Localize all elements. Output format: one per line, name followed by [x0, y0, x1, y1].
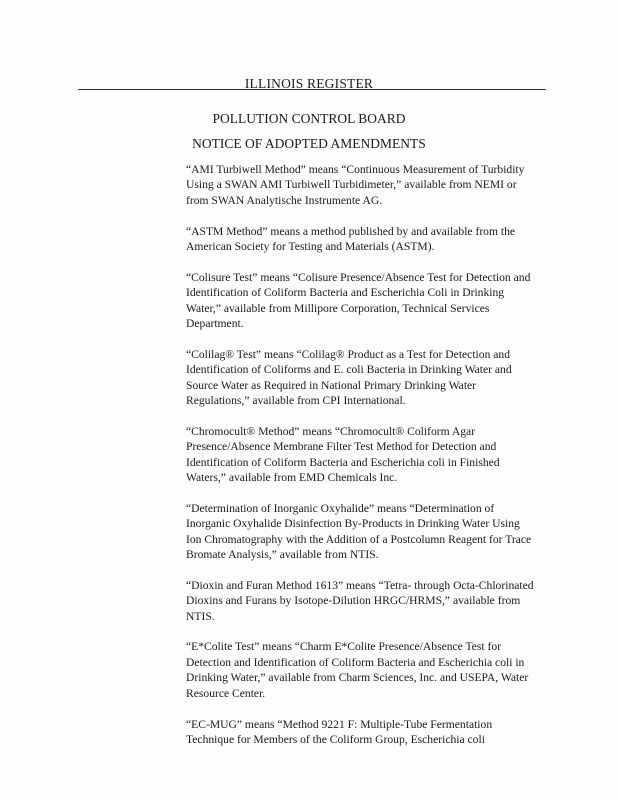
header-rule — [78, 89, 546, 90]
definition-dioxin-furan: “Dioxin and Furan Method 1613” means “Tetra- through Octa-Chlorinated Dioxins and Furans by Isotope-Dilution HRGC/HRMS,” available from NTIS. — [186, 578, 534, 623]
definitions-list — [186, 162, 536, 763]
definition-chromocult-method: “Chromocult® Method” means “Chromocult® Coliform Agar Presence/Absence Membrane Filter Test Method for Detection and Identification of Coliform Bacteria and Escherichia coli in Finished Waters,” available from EMD Chemicals Inc. — [186, 424, 500, 485]
definition-ami-turbiwell: “AMI Turbiwell Method” means “Continuous Measurement of Turbidity Using a SWAN AMI Turbiwell Turbidimeter,” available from NEMI or from SWAN Analytische Instrumente AG. — [186, 163, 525, 207]
definition-colilag-test: “Colilag® Test” means “Colilag® Product as a Test for Detection and Identification of Coliforms and E. coli Bacteria in Drinking Water and Source Water as Required in National Primary Drinking Water Regulations,” available from CPI International. — [186, 347, 512, 408]
agency-heading: POLLUTION CONTROL BOARD — [212, 111, 406, 126]
definition-inorganic-oxyhalide: “Determination of Inorganic Oxyhalide” means “Determination of Inorganic Oxyhalide Disinfection By-Products in Drinking Water Using Ion Chromatography with the Addition of a Postcolumn Reagent for Trace Bromate Analysis,” available from NTIS. — [186, 501, 532, 562]
definition-astm-method: “ASTM Method” means a method published by and available from the American Society for Testing and Materials (ASTM). — [186, 224, 516, 254]
register-title: ILLINOIS REGISTER — [244, 76, 374, 91]
notice-heading: NOTICE OF ADOPTED AMENDMENTS — [192, 136, 426, 151]
definition-ec-mug: “EC-MUG” means “Method 9221 F: Multiple-Tube Fermentation Technique for Members of the Coliform Group, Escherichia coli — [186, 717, 493, 746]
definition-colisure-test: “Colisure Test” means “Colisure Presence/Absence Test for Detection and Identification of Coliform Bacteria and Escherichia Coli in Drinking Water,” available from Millipore Corporation, Technical Services Department. — [186, 270, 531, 331]
definition-ecolite-test: “E*Colite Test” means “Charm E*Colite Presence/Absence Test for Detection and Identification of Coliform Bacteria and Escherichia coli in Drinking Water,” available from Charm Sciences, Inc. and USEPA, Water Resource Center. — [186, 640, 529, 700]
